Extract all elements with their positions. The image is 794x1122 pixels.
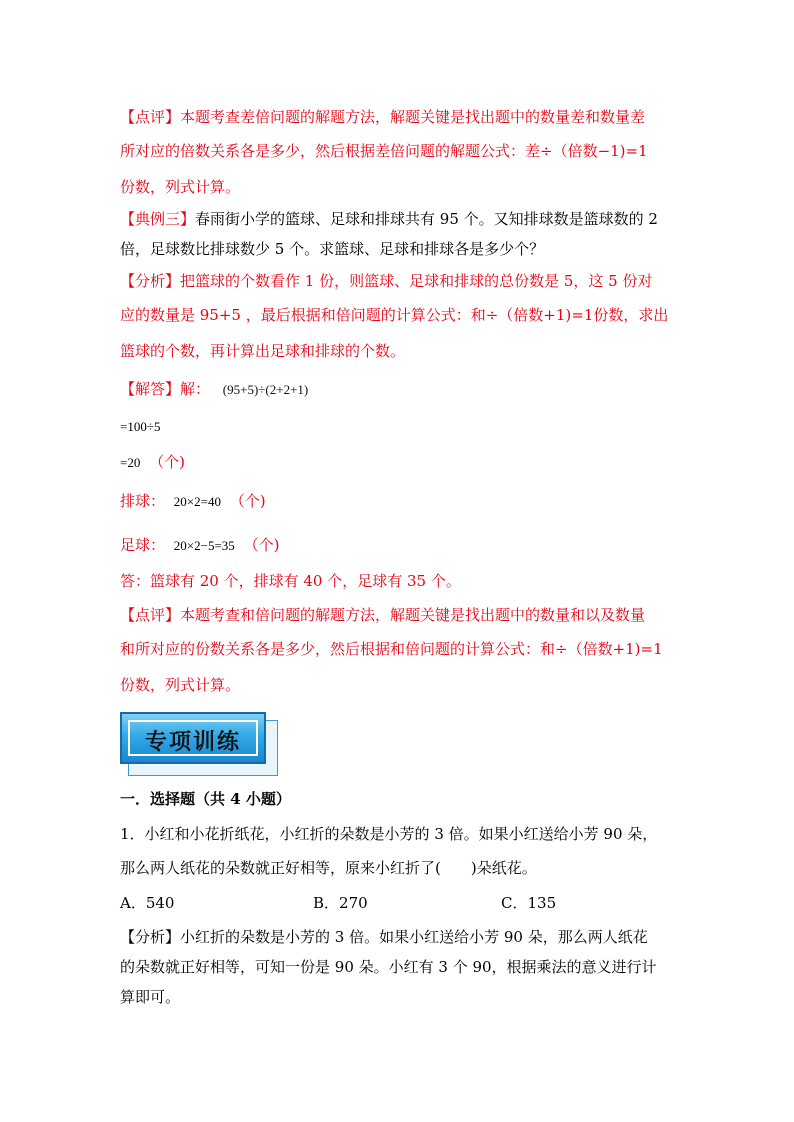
example-title: 【典例三】 [120, 210, 196, 228]
unit-ge-1: （个) [149, 453, 185, 471]
example-line-2: 倍，足球数比排球数少 5 个。求篮球、足球和排球各是多少个？ [120, 240, 545, 258]
q1-analysis-line-1 [120, 926, 648, 948]
solution-label [120, 378, 308, 401]
comment-line-1: 【点评】本题考查差倍问题的解题方法，解题关键是找出题中的数量差和数量差 [120, 108, 646, 126]
special-training-banner [120, 712, 276, 774]
section-title: 一．选择题（共 4 小题） [120, 790, 291, 808]
volleyball-line [120, 490, 266, 513]
banner-box [120, 712, 266, 764]
unit-ge-2: （个) [229, 492, 266, 510]
example-line-1 [120, 208, 658, 230]
option-c: C．135 [501, 894, 557, 912]
example-text-1: 春雨街小学的篮球、足球和排球共有 95 个。又知排球数是篮球数的 2 [195, 210, 658, 228]
volleyball-expr: 20×2=40 [173, 494, 221, 509]
q1-analysis-line-3: 算即可。 [120, 988, 181, 1006]
solution-expr-3 [120, 451, 185, 474]
solution-expr-1: (95+5)÷(2+2+1) [222, 382, 309, 397]
solution-expr-2: =100÷5 [120, 419, 161, 434]
solution-title: 【解答】解： [120, 380, 211, 398]
volleyball-label: 排球： [120, 492, 166, 510]
comment2-line-2: 和所对应的份数关系各是多少，然后根据和倍问题的计算公式：和÷（倍数+1)=1 [120, 640, 663, 658]
answer-line: 答：篮球有 20 个，排球有 40 个，足球有 35 个。 [120, 572, 461, 590]
question1-line-2: 那么两人纸花的朵数就正好相等，原来小红折了( )朵纸花。 [120, 859, 537, 877]
banner-text: 专项训练 [144, 730, 241, 755]
football-line [120, 534, 279, 557]
comment2-line-3: 份数，列式计算。 [120, 676, 241, 694]
football-label: 足球： [120, 536, 166, 554]
question1-line-1: 1．小红和小花折纸花，小红折的朵数是小芳的 3 倍。如果小红送给小芳 90 朵， [120, 825, 658, 843]
analysis-line-2: 应的数量是 95+5 ，最后根据和倍问题的计算公式：和÷（倍数+1)=1份数，求出 [120, 306, 669, 324]
option-b: B．270 [313, 894, 368, 912]
comment2-line-1: 【点评】本题考查和倍问题的解题方法，解题关键是找出题中的数量和以及数量 [120, 606, 646, 624]
q1-analysis-text-1: 【分析】小红折的朵数是小芳的 3 倍。如果小红送给小芳 90 朵，那么两人纸花 [120, 928, 648, 946]
football-expr: 20×2−5=35 [173, 538, 235, 553]
unit-ge-3: （个) [243, 536, 280, 554]
analysis-line-1: 【分析】把篮球的个数看作 1 份，则篮球、足球和排球的总份数是 5，这 5 份对 [120, 272, 653, 290]
solution-value-20: =20 [120, 455, 141, 470]
comment-line-2: 所对应的倍数关系各是多少，然后根据差倍问题的解题公式：差÷（倍数−1)=1 [120, 142, 648, 160]
comment-line-3: 份数，列式计算。 [120, 178, 241, 196]
q1-analysis-line-2: 的朵数就正好相等，可知一份是 90 朵。小红有 3 个 90，根据乘法的意义进行计 [120, 958, 657, 976]
option-a: A．540 [120, 894, 175, 912]
analysis-line-3: 篮球的个数，再计算出足球和排球的个数。 [120, 342, 406, 360]
